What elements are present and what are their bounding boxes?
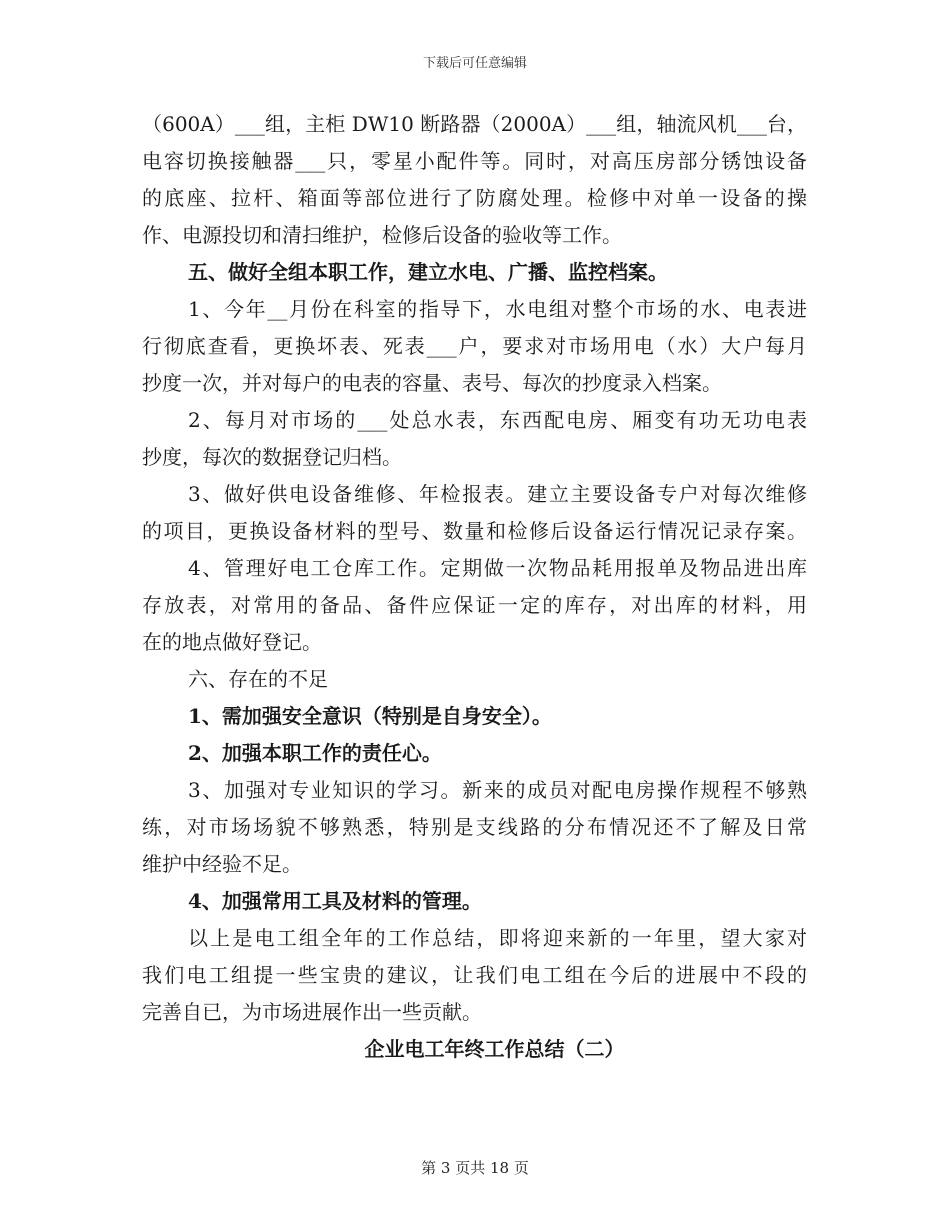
paragraph-line: 电容切换接触器___只，零星小配件等。同时，对高压房部分锈蚀设备 — [142, 149, 807, 173]
paragraph-line: （600A）___组，主柜 DW10 断路器（2000A）___组，轴流风机___台， — [142, 112, 807, 136]
list-item: 4、加强常用工具及材料的管理。 — [188, 889, 482, 913]
paragraph-line: 2、每月对市场的___处总水表，东西配电房、厢变有功无功电表 — [188, 408, 807, 432]
paragraph-line: 3、做好供电设备维修、年检报表。建立主要设备专户对每次维修 — [188, 482, 807, 506]
paragraph-line: 我们电工组提一些宝贵的建议，让我们电工组在今后的进展中不段的 — [142, 963, 807, 987]
list-item: 2、加强本职工作的责任心。 — [188, 741, 442, 765]
section-heading: 六、存在的不足 — [188, 667, 328, 691]
paragraph-line: 行彻底查看，更换坏表、死表___户，要求对市场用电（水）大户每月 — [142, 334, 807, 358]
paragraph-line: 3、加强对专业知识的学习。新来的成员对配电房操作规程不够熟 — [188, 778, 807, 802]
paragraph-line: 的项目，更换设备材料的型号、数量和检修后设备运行情况记录存案。 — [142, 519, 807, 543]
paragraph-line: 以上是电工组全年的工作总结，即将迎来新的一年里，望大家对 — [188, 926, 807, 950]
paragraph-line: 1、今年__月份在科室的指导下，水电组对整个市场的水、电表进 — [188, 297, 807, 321]
list-item: 1、需加强安全意识（特别是自身安全）。 — [188, 704, 552, 728]
paragraph-line: 的底座、拉杆、箱面等部位进行了防腐处理。检修中对单一设备的操 — [142, 186, 807, 210]
paragraph-line: 存放表，对常用的备品、备件应保证一定的库存，对出库的材料，用 — [142, 593, 807, 617]
page-footer: 第 3 页共 18 页 — [421, 1159, 529, 1177]
paragraph-line: 在的地点做好登记。 — [142, 630, 322, 654]
paragraph-line: 作、电源投切和清扫维护，检修后设备的验收等工作。 — [142, 223, 622, 247]
section-heading: 五、做好全组本职工作，建立水电、广播、监控档案。 — [188, 260, 668, 284]
paragraph-line: 维护中经验不足。 — [142, 852, 302, 876]
paragraph-line: 抄度，每次的数据登记归档。 — [142, 445, 402, 469]
document-title: 企业电工年终工作总结（二） — [364, 1037, 625, 1061]
page-header: 下载后可任意编辑 — [422, 56, 527, 71]
paragraph-line: 4、管理好电工仓库工作。定期做一次物品耗用报单及物品进出库 — [188, 556, 807, 580]
paragraph-line: 练，对市场场貌不够熟悉，特别是支线路的分布情况还不了解及日常 — [142, 815, 807, 839]
document-body — [142, 112, 807, 1074]
paragraph-line: 抄度一次，并对每户的电表的容量、表号、每次的抄度录入档案。 — [142, 371, 722, 395]
paragraph-line: 完善自已，为市场进展作出一些贡献。 — [142, 1000, 482, 1024]
